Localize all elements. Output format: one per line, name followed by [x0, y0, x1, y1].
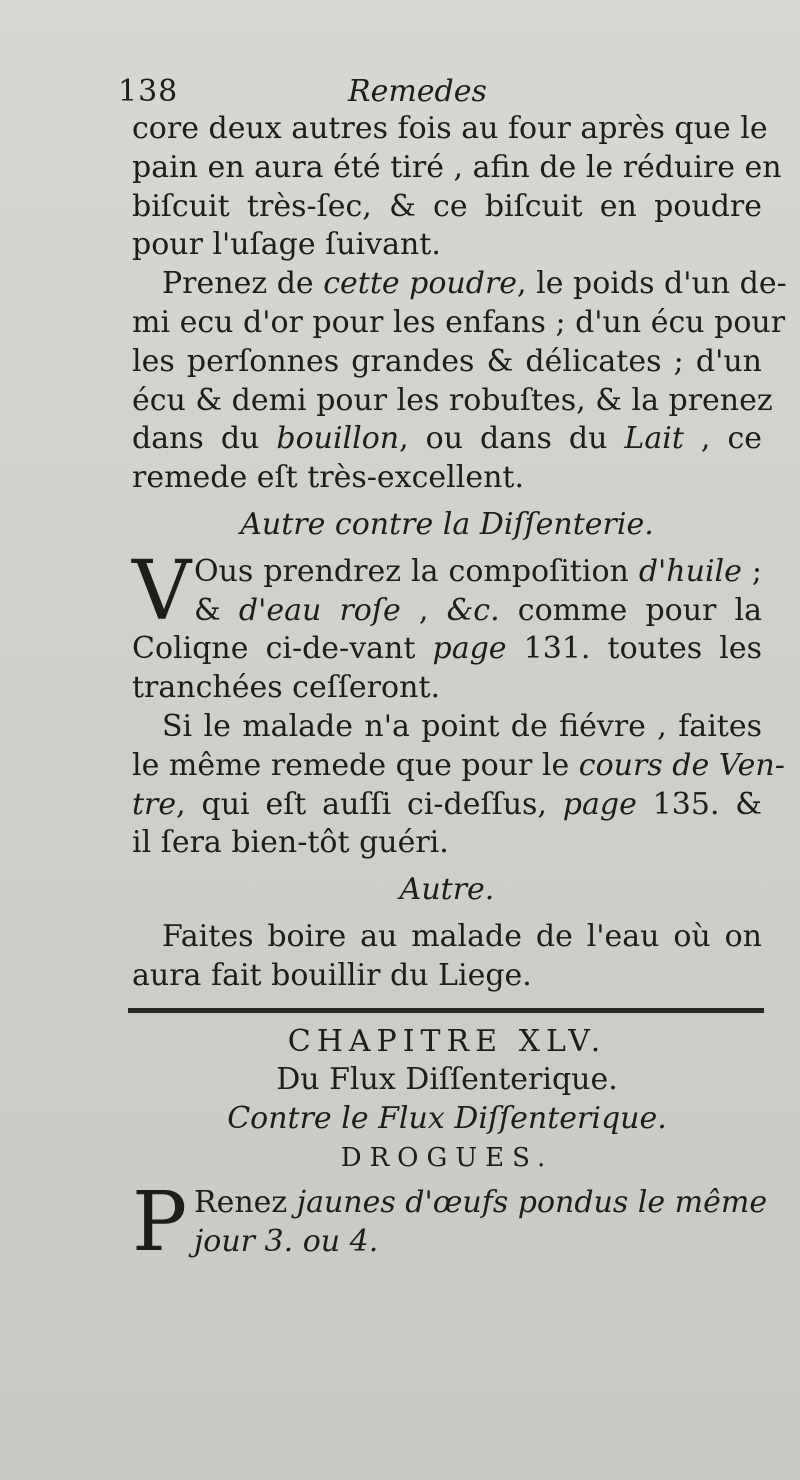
text-line: pour l'uſage ſuivant. — [132, 227, 441, 263]
section-heading: Autre. — [399, 872, 495, 908]
text-line: Coliqne ci-de-vant page 131. toutes les — [132, 631, 762, 667]
chapter-title: CHAPITRE XLV. — [287, 1023, 607, 1059]
text-line: Ous prendrez la compoſition d'huile ; — [194, 553, 762, 589]
drop-cap-paragraph — [132, 1174, 768, 1270]
drop-cap-paragraph — [132, 543, 763, 708]
text-line: mi ecu d'or pour les enfans ; d'un écu pour — [132, 304, 786, 340]
drogues-heading: DROGUES. — [340, 1142, 554, 1173]
text-line: pain en aura été tiré , afin de le réduire en — [132, 149, 782, 185]
section-heading: Contre le Flux Diſſenterique. — [227, 1101, 667, 1137]
text-line: les perſonnes grandes & délicates ; d'un — [132, 343, 762, 379]
drop-cap: P — [132, 1174, 188, 1270]
text-line: remede eſt très-excellent. — [132, 460, 525, 496]
text-line: écu & demi pour les robuſtes, & la prenez — [132, 382, 773, 418]
text-line: tranchées ceſſeront. — [132, 670, 440, 706]
text-line: Faites boire au malade de l'eau où on — [162, 918, 762, 954]
text-line: Renez jaunes d'œufs pondus le même — [194, 1184, 768, 1220]
page-body — [132, 110, 787, 1270]
chapter-subtitle: Du Flux Diſſenterique. — [276, 1062, 618, 1098]
drop-cap: V — [132, 543, 192, 639]
text-line: & d'eau roſe , &c. comme pour la — [194, 592, 763, 628]
text-line: jour 3. ou 4. — [194, 1223, 379, 1259]
section-rule — [128, 1008, 764, 1013]
text-line: le même remede que pour le cours de Ven- — [132, 747, 785, 783]
text-line: il ſera bien-tôt guéri. — [132, 825, 449, 861]
text-line: core deux autres fois au four après que le — [132, 111, 768, 146]
page-number: 138 — [118, 74, 179, 109]
text-line: Prenez de cette poudre, le poids d'un de- — [162, 266, 787, 302]
section-heading: Autre contre la Diſſenterie. — [240, 506, 654, 542]
page-header — [0, 74, 800, 114]
text-line: aura fait bouillir du Liege. — [132, 957, 532, 993]
running-title: Remedes — [348, 74, 487, 109]
text-line: Si le malade n'a point de fiévre , faites — [162, 708, 762, 744]
text-line: dans du bouillon, ou dans du Lait , ce — [132, 421, 762, 457]
text-line: tre, qui eſt auſſi ci-deſſus, page 135. & — [132, 786, 762, 822]
text-line: biſcuit très-ſec, & ce biſcuit en poudre — [132, 188, 762, 224]
